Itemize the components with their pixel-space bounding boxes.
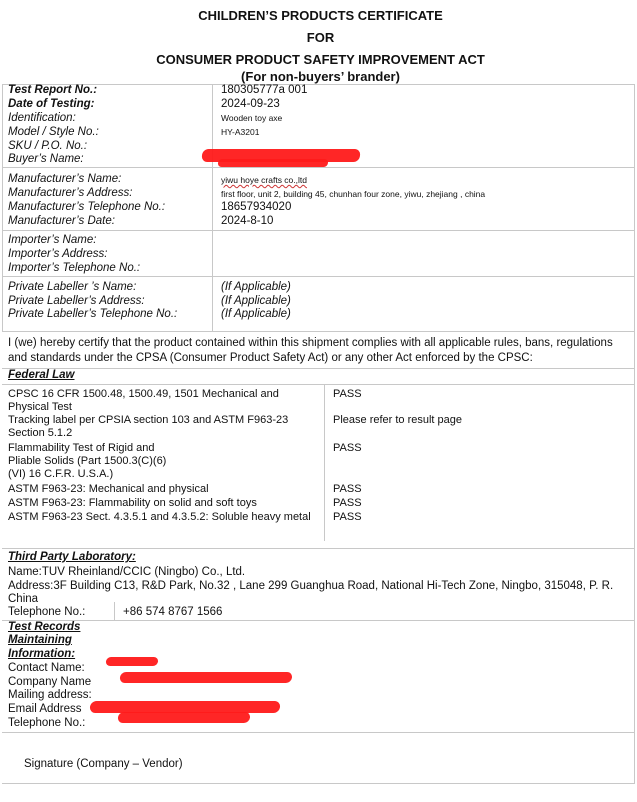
federal-law-result: PASS bbox=[333, 442, 362, 454]
lab-phone-label: Telephone No.: bbox=[8, 606, 86, 618]
federal-law-result: Please refer to result page bbox=[333, 414, 463, 426]
grid-line bbox=[2, 368, 635, 369]
labeller-name-value: (If Applicable) bbox=[221, 281, 291, 293]
grid-line bbox=[212, 84, 213, 332]
test-records-heading: Test Records bbox=[8, 621, 81, 633]
redaction-mark bbox=[119, 672, 292, 683]
grid-line bbox=[634, 84, 635, 784]
act-title: CONSUMER PRODUCT SAFETY IMPROVEMENT ACT bbox=[156, 52, 485, 67]
labeller-address-value: (If Applicable) bbox=[221, 295, 291, 307]
company-name-label: Company Name bbox=[8, 676, 92, 688]
model-value: HY-A3201 bbox=[221, 127, 260, 137]
federal-law-rule: ASTM F963-23: Flammability on solid and soft toys bbox=[8, 497, 257, 509]
redaction-mark bbox=[117, 712, 250, 723]
mailing-address-label: Mailing address: bbox=[8, 689, 92, 701]
title-for: FOR bbox=[306, 30, 335, 45]
brander-subtitle: (For non-buyers’ brander) bbox=[241, 69, 400, 84]
buyer-name-label: Buyer’s Name: bbox=[8, 153, 84, 165]
manufacturer-name-label: Manufacturer’s Name: bbox=[8, 173, 122, 185]
signature-label: Signature (Company – Vendor) bbox=[24, 758, 183, 770]
lab-phone-value: +86 574 8767 1566 bbox=[123, 606, 223, 618]
labeller-phone-value: (If Applicable) bbox=[221, 308, 291, 320]
test-records-heading: Maintaining bbox=[8, 634, 72, 646]
labeller-name-label: Private Labeller ’s Name: bbox=[8, 281, 137, 293]
manufacturer-address-value: first floor, unit 2, building 45, chunhan four zone, yiwu, zhejiang , china bbox=[221, 189, 486, 199]
federal-law-rule: Flammability Test of Rigid and Pliable Solids (Part 1500.3(C)(6)(VI) 16 C.F.R. U.S.A.) bbox=[8, 442, 167, 480]
test-records-heading: Information: bbox=[8, 648, 76, 660]
federal-law-result: PASS bbox=[333, 511, 362, 523]
manufacturer-phone-label: Manufacturer’s Telephone No.: bbox=[8, 201, 166, 213]
grid-line bbox=[2, 276, 635, 277]
grid-line bbox=[2, 84, 3, 332]
contact-name-label: Contact Name: bbox=[8, 662, 85, 674]
date-of-testing-value: 2024-09-23 bbox=[221, 98, 280, 110]
manufacturer-date-value: 2024-8-10 bbox=[221, 215, 274, 227]
federal-law-rule: ASTM F963-23: Mechanical and physical bbox=[8, 483, 209, 495]
manufacturer-phone-value: 18657934020 bbox=[221, 201, 292, 213]
manufacturer-name-value: yiwu hoye crafts co.,ltd bbox=[221, 175, 307, 185]
federal-law-result: PASS bbox=[333, 483, 362, 495]
federal-law-result: PASS bbox=[333, 497, 362, 509]
manufacturer-address-label: Manufacturer’s Address: bbox=[8, 187, 133, 199]
lab-name: Name:TUV Rheinland/CCIC (Ningbo) Co., Ltd. bbox=[8, 566, 246, 578]
federal-law-heading: Federal Law bbox=[8, 369, 75, 381]
importer-name-label: Importer’s Name: bbox=[8, 234, 97, 246]
federal-law-rule: CPSC 16 CFR 1500.48, 1500.49, 1501 Mechanical and Physical Test bbox=[8, 388, 279, 413]
grid-line bbox=[2, 384, 635, 385]
grid-line bbox=[2, 783, 635, 784]
labeller-phone-label: Private Labeller’s Telephone No.: bbox=[8, 308, 178, 320]
redaction-mark bbox=[106, 657, 159, 666]
email-address-label: Email Address bbox=[8, 703, 82, 715]
grid-line bbox=[2, 620, 635, 621]
importer-phone-label: Importer’s Telephone No.: bbox=[8, 262, 141, 274]
date-of-testing-label: Date of Testing: bbox=[8, 98, 95, 110]
grid-line bbox=[324, 384, 325, 541]
grid-line bbox=[2, 548, 635, 549]
identification-value: Wooden toy axe bbox=[221, 113, 283, 123]
grid-line bbox=[2, 732, 635, 733]
grid-line bbox=[2, 331, 635, 332]
certification-statement: I (we) hereby certify that the product contained within this shipment complies with all applicable rules, bans, regulations and standards under the CPSA (Consumer Product Safety Act) or any other Act enforced by the CPSC: bbox=[8, 337, 613, 364]
certificate-title: CHILDREN’S PRODUCTS CERTIFICATE bbox=[198, 8, 443, 23]
importer-address-label: Importer’s Address: bbox=[8, 248, 108, 260]
model-label: Model / Style No.: bbox=[8, 126, 99, 138]
lab-address: Address:3F Building C13, R&D Park, No.32 , Lane 299 Guanghua Road, National Hi-Tech Zone, Ningbo, 315048, P. R. China bbox=[8, 580, 614, 605]
identification-label: Identification: bbox=[8, 112, 76, 124]
federal-law-rule: ASTM F963-23 Sect. 4.3.5.1 and 4.3.5.2: Soluble heavy metal bbox=[8, 511, 311, 523]
federal-law-result: PASS bbox=[333, 388, 362, 400]
sku-label: SKU / P.O. No.: bbox=[8, 140, 88, 152]
third-party-lab-heading: Third Party Laboratory: bbox=[8, 551, 136, 563]
federal-law-rule: Tracking label per CPSIA section 103 and ASTM F963-23 Section 5.1.2 bbox=[8, 414, 289, 439]
grid-line bbox=[2, 167, 635, 168]
test-report-label: Test Report No.: bbox=[8, 84, 98, 96]
records-phone-label: Telephone No.: bbox=[8, 717, 86, 729]
grid-line bbox=[2, 230, 635, 231]
manufacturer-date-label: Manufacturer’s Date: bbox=[8, 215, 115, 227]
certificate-page bbox=[2, 0, 635, 802]
test-report-value: 180305777a 001 bbox=[221, 84, 308, 96]
labeller-address-label: Private Labeller’s Address: bbox=[8, 295, 145, 307]
redaction-mark bbox=[218, 159, 329, 167]
